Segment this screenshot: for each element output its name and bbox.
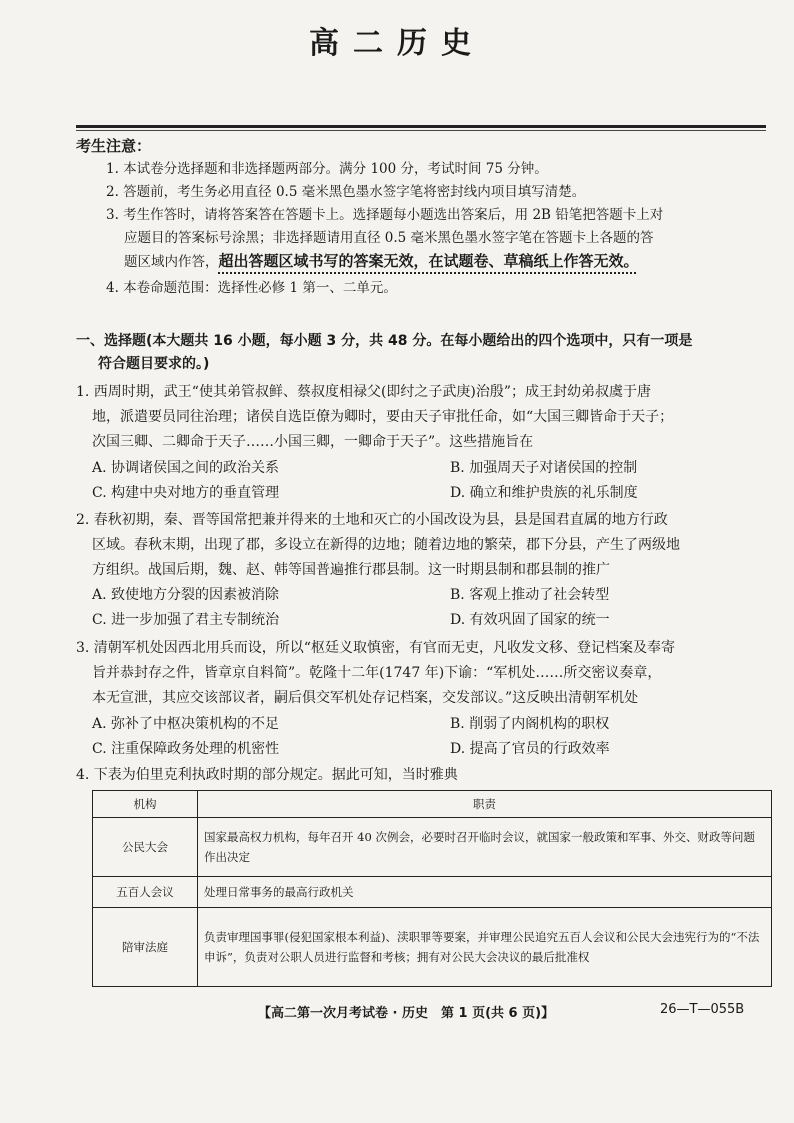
table-header-org: 机构: [93, 791, 198, 818]
table-header-row: [93, 791, 772, 818]
page-footer: 【高二第一次月考试卷 · 历史 第 1 页(共 6 页)】: [258, 1006, 555, 1021]
table-row: [93, 877, 772, 908]
table-cell-org: 陪审法庭: [93, 908, 198, 987]
table-cell-org: 公民大会: [93, 818, 198, 877]
table-cell-duty: 国家最高权力机构，每年召开 40 次例会，必要时召开临时会议，就国家一般政策和军事、外交、财政等问题作出决定: [198, 818, 772, 877]
section-heading: [76, 330, 770, 376]
question-2-option-d: D. 有效巩固了国家的统一: [450, 612, 610, 628]
table-cell-duty: 处理日常事务的最高行政机关: [198, 877, 772, 908]
header-divider-thin: [76, 130, 766, 131]
question-1-option-a: A. 协调诸侯国之间的政治关系: [92, 460, 280, 476]
notice-emphasis: 超出答题区域书写的答案无效，在试题卷、草稿纸上作答无效。: [218, 252, 639, 270]
table-cell-duty: 负责审理国事罪(侵犯国家根本利益)、渎职罪等要案，并审理公民追究五百人会议和公民大会违宪行为的“不法申诉”，负责对公职人员进行监督和考核；拥有对公民大会决议的最后批准权: [198, 908, 772, 987]
notice-title: 考生注意：: [76, 137, 152, 155]
table-header-duty: 职责: [198, 791, 772, 818]
table-row: [93, 908, 772, 987]
question-3-line-1: 3. 清朝军机处因西北用兵而设，所以“枢廷义取慎密，有官而无吏，凡收发文移、登记档案及奉寄: [76, 640, 675, 656]
table-row: [93, 818, 772, 877]
question-3-option-c: C. 注重保障政务处理的机密性: [92, 741, 280, 757]
notice-item-4: 4. 本卷命题范围：选择性必修 1 第一、二单元。: [106, 280, 397, 296]
question-4-line-1: 4. 下表为伯里克利执政时期的部分规定。据此可知，当时雅典: [76, 767, 458, 783]
paper-code: 26—T—055B: [660, 1002, 745, 1017]
notice-item-3-end: [124, 250, 639, 274]
question-3-option-d: D. 提高了官员的行政效率: [450, 741, 610, 757]
question-1-line-3: 次国三卿、二卿命于天子……小国三卿，一卿命于天子”。这些措施旨在: [92, 434, 534, 450]
question-1-option-b: B. 加强周天子对诸侯国的控制: [450, 460, 638, 476]
header-divider: [76, 125, 766, 128]
section-heading-line1: 一、选择题(本大题共 16 小题，每小题 3 分，共 48 分。在每小题给出的四个选项中，只有一项是: [76, 333, 693, 349]
page-title: 高二历史: [309, 26, 485, 61]
notice-item-1: 1. 本试卷分选择题和非选择题两部分。满分 100 分，考试时间 75 分钟。: [106, 161, 548, 177]
question-2-line-2: 区域。春秋末期，出现了郡，多设立在新得的边地；随着边地的繁荣，郡下分县，产生了两级地: [92, 537, 680, 553]
question-1-line-2: 地，派遣要员同往治理；诸侯自选臣僚为卿时，要由天子审批任命，如“大国三卿皆命于天子；: [92, 409, 674, 425]
question-2-option-c: C. 进一步加强了君主专制统治: [92, 612, 280, 628]
notice-item-3-end-text: 题区域内作答，: [124, 254, 219, 270]
question-2-option-a: A. 致使地方分裂的因素被消除: [92, 587, 280, 603]
question-2-line-3: 方组织。战国后期，魏、赵、韩等国普遍推行郡县制。这一时期县制和郡县制的推广: [92, 562, 610, 578]
notice-item-2: 2. 答题前，考生务必用直径 0.5 毫米黑色墨水签字笔将密封线内项目填写清楚。: [106, 184, 586, 200]
question-3-option-a: A. 弥补了中枢决策机构的不足: [92, 716, 280, 732]
question-3-line-3: 本无宣泄，其应交该部议者，嗣后俱交军机处存记档案，交发部议。”这反映出清朝军机处: [92, 690, 639, 706]
question-3-line-2: 旨并恭封存之件，皆章京自料简”。乾隆十二年(1747 年)下谕：“军机处……所交密议奏章，: [92, 665, 662, 681]
section-heading-line2: 符合题目要求的。): [98, 356, 210, 372]
table-cell-org: 五百人会议: [93, 877, 198, 908]
question-1-line-1: 1. 西周时期，武王“使其弟管叔鲜、蔡叔度相禄父(即纣之子武庚)治殷”；成王封幼弟叔虞于唐: [76, 384, 652, 400]
notice-item-3: 3. 考生作答时，请将答案答在答题卡上。选择题每小题选出答案后，用 2B 铅笔把答题卡上对: [106, 207, 664, 223]
question-1-option-c: C. 构建中央对地方的垂直管理: [92, 485, 280, 501]
notice-item-3-cont: 应题目的答案标号涂黑；非选择题请用直径 0.5 毫米黑色墨水签字笔在答题卡上各题的答: [124, 230, 654, 246]
question-2-line-1: 2. 春秋初期，秦、晋等国常把兼并得来的土地和灭亡的小国改设为县，县是国君直属的地方行政: [76, 512, 668, 528]
question-2-option-b: B. 客观上推动了社会转型: [450, 587, 610, 603]
question-1-option-d: D. 确立和维护贵族的礼乐制度: [450, 485, 638, 501]
question-3-option-b: B. 削弱了内阁机构的职权: [450, 716, 610, 732]
athens-institutions-table: [92, 790, 772, 987]
